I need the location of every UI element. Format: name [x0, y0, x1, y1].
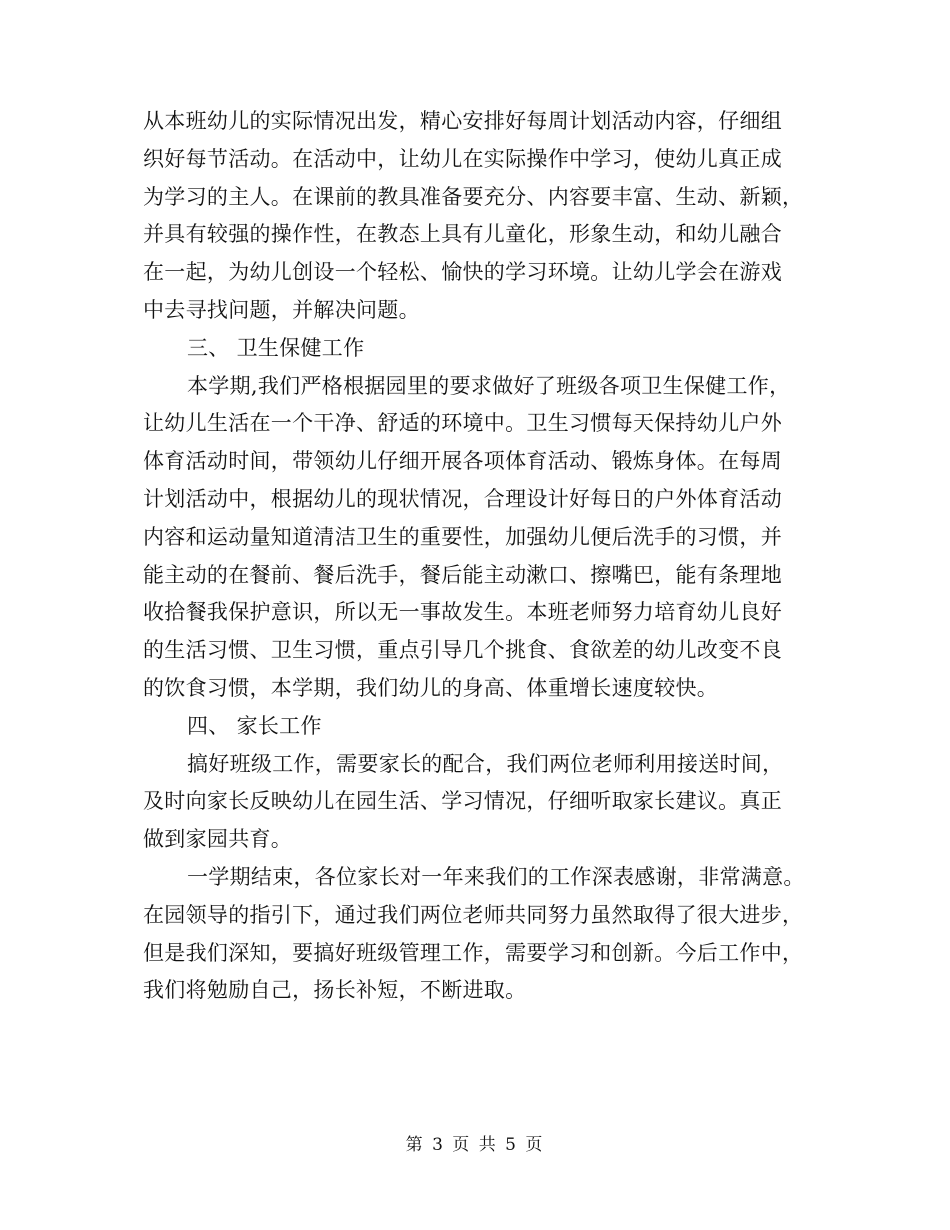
body-line: 为学习的主人。在课前的教具准备要充分、内容要丰富、生动、新颖， [143, 184, 804, 209]
body-line: 中去寻找问题，并解决问题。 [143, 297, 420, 322]
paragraph-first-line: 一学期结束，各位家长对一年来我们的工作深表感谢，非常满意。 [187, 864, 805, 889]
document-body [143, 103, 811, 1010]
paragraph-first-line: 搞好班级工作，需要家长的配合，我们两位老师利用接送时间， [187, 751, 784, 776]
body-line: 计划活动中，根据幼儿的现状情况，合理设计好每日的户外体育活动 [143, 486, 782, 511]
section-heading-parents: 四、 家长工作 [187, 713, 322, 738]
body-line: 但是我们深知，要搞好班级管理工作，需要学习和创新。今后工作中， [143, 940, 804, 965]
body-line: 的饮食习惯，本学期，我们幼儿的身高、体重增长速度较快。 [143, 675, 719, 700]
body-line: 从本班幼儿的实际情况出发，精心安排好每周计划活动内容，仔细组 [143, 109, 782, 133]
body-line: 织好每节活动。在活动中，让幼儿在实际操作中学习，使幼儿真正成 [143, 146, 782, 171]
body-line: 在园领导的指引下，通过我们两位老师共同努力虽然取得了很大进步， [143, 902, 804, 927]
paragraph-first-line: 本学期,我们严格根据园里的要求做好了班级各项卫生保健工作， [187, 373, 791, 398]
body-line: 能主动的在餐前、餐后洗手，餐后能主动漱口、擦嘴巴，能有条理地 [143, 562, 782, 587]
body-line: 内容和运动量知道清洁卫生的重要性，加强幼儿便后洗手的习惯，并 [143, 524, 782, 549]
section-heading-hygiene: 三、 卫生保健工作 [187, 335, 365, 360]
body-line: 体育活动时间，带领幼儿仔细开展各项体育活动、锻炼身体。在每周 [143, 449, 782, 474]
body-line: 并具有较强的操作性，在教态上具有儿童化，形象生动，和幼儿融合 [143, 222, 782, 247]
body-line: 我们将勉励自己，扬长补短，不断进取。 [143, 978, 527, 1003]
body-line: 的生活习惯、卫生习惯，重点引导几个挑食、食欲差的幼儿改变不良 [143, 638, 782, 663]
body-line: 及时向家长反映幼儿在园生活、学习情况，仔细听取家长建议。真正 [143, 789, 782, 814]
body-line: 在一起，为幼儿创设一个轻松、愉快的学习环境。让幼儿学会在游戏 [143, 260, 782, 285]
body-line: 让幼儿生活在一个干净、舒适的环境中。卫生习惯每天保持幼儿户外 [143, 411, 782, 436]
body-line: 收拾餐我保护意识，所以无一事故发生。本班老师努力培育幼儿良好 [143, 600, 782, 625]
body-line: 做到家园共育。 [143, 827, 293, 852]
page-number-footer: 第 3 页 共 5 页 [405, 1135, 545, 1155]
